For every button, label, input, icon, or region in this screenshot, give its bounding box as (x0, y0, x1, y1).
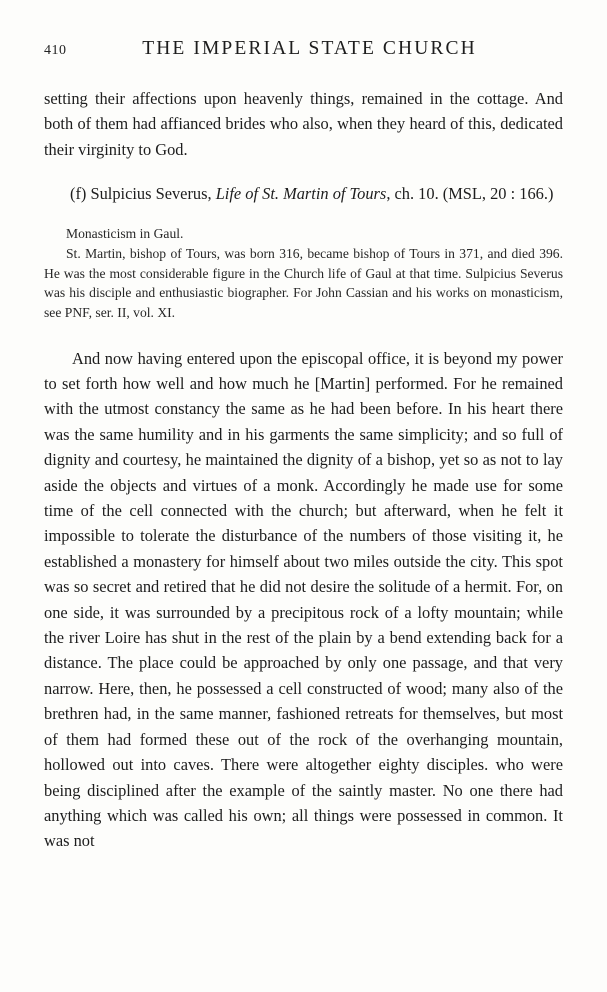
source-title: Life of St. Martin of Tours (215, 184, 387, 204)
editorial-note (44, 224, 563, 323)
running-head: THE IMPERIAL STATE CHURCH (142, 38, 477, 59)
source-reference (44, 181, 563, 206)
note-text: St. Martin, bishop of Tours, was born 316, became bishop of Tours in 371, and died 396. He was the most considerable figure in the Church life of Gaul at that time. Sulpicius Severus was his disciple and enthusiastic biographer. For John Cassian and his works on monasticism, see PNF, ser. II, vol. XI. (44, 246, 563, 320)
note-heading: Monasticism in Gaul. (66, 225, 184, 241)
page-number: 410 (44, 43, 67, 58)
source-suffix: , ch. 10. (MSL, 20 : 166.) (386, 184, 554, 204)
source-label: (f) Sulpicius Severus, (70, 184, 216, 204)
top-paragraph: setting their affections upon heavenly things, remained in the cottage. And both of them had affianced brides who also, when they heard of this, dedicated their virginity to God. (44, 89, 563, 159)
page-body (44, 86, 563, 854)
page-header (44, 38, 563, 64)
main-paragraph: And now having entered upon the episcopal office, it is beyond my power to set forth how well and how much he [Martin] performed. For he remained with the utmost constancy the same as he had been before. In his heart there was the same humility and in his garments the same simplicity; and so full of dignity and courtesy, he maintained the dignity of a bishop, yet so as not to lay aside the objects and virtues of a monk. Accordingly he made use for some time of the cell connected with the church; but afterward, when he felt it impossible to tolerate the disturbance of the numbers of those visiting it, he established a monastery for himself about two miles outside the city. This spot was so secret and retired that he did not desire the solitude of a hermit. For, on one side, it was surrounded by a precipitous rock of a lofty mountain; while the river Loire has shut in the rest of the plain by a bend extending back for a distance. The place could be approached by only one passage, and that very narrow. Here, then, he possessed a cell constructed of wood; many also of the brethren had, in the same manner, fashioned retreats for themselves, but most of them had formed these out of the rock of the overhanging mountain, hollowed out into caves. There were altogether eighty disciples. who were being disciplined after the example of the saintly master. No one there had anything which was called his own; all things were possessed in common. It was not (44, 348, 563, 851)
